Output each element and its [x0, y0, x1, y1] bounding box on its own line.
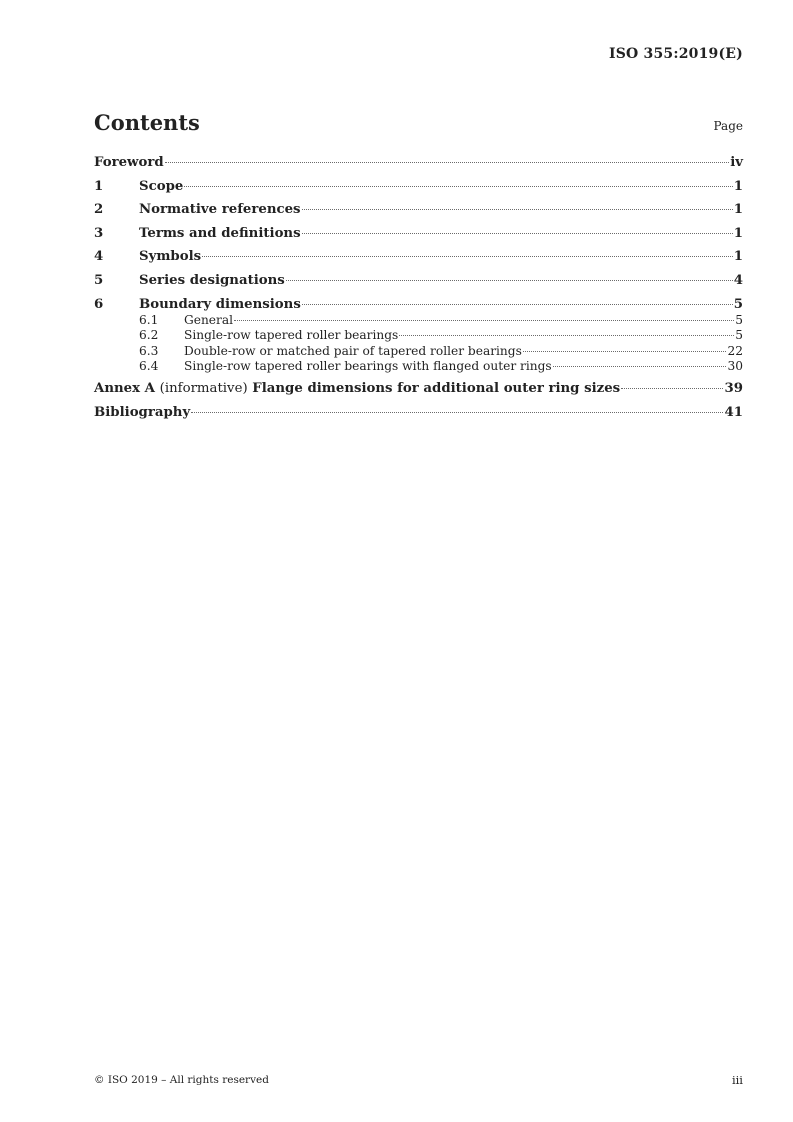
toc-entry-number: 3 [94, 225, 104, 241]
page-number: iii [731, 1073, 743, 1087]
toc-entry-normative-references[interactable] [94, 202, 743, 226]
annex-prefix: Annex A [94, 381, 155, 397]
toc-entry-number: 6.1 [139, 312, 159, 327]
dot-leader [399, 335, 734, 336]
toc-subentry-single-row[interactable] [94, 328, 743, 344]
toc-entry-number: 6.2 [139, 328, 159, 343]
dot-leader [553, 366, 727, 367]
toc-entry-label: Series designations [139, 272, 285, 288]
toc-entry-label [94, 381, 620, 396]
toc-entry-scope[interactable] [94, 179, 743, 203]
toc-entry-number: 2 [94, 202, 104, 218]
table-of-contents [94, 155, 743, 428]
dot-leader [191, 412, 723, 413]
dot-leader [302, 233, 733, 234]
toc-entry-number: 1 [94, 178, 104, 194]
toc-subentry-double-row[interactable] [94, 344, 743, 360]
dot-leader [621, 388, 723, 389]
dot-leader [184, 186, 732, 187]
toc-entry-series-designations[interactable] [94, 273, 743, 297]
dot-leader [234, 320, 734, 321]
toc-entry-number: 6.4 [139, 359, 159, 374]
toc-entry-page: 1 [733, 178, 743, 194]
toc-entry-label: Terms and definitions [139, 225, 301, 241]
toc-entry-label: Boundary dimensions [139, 296, 301, 312]
toc-entry-annex-a[interactable] [94, 381, 743, 405]
page-title: Contents [94, 110, 200, 135]
toc-entry-label: Symbols [139, 249, 202, 265]
toc-entry-label: Single-row tapered roller bearings with flanged outer rings [184, 359, 552, 374]
toc-entry-symbols[interactable] [94, 249, 743, 273]
toc-entry-foreword[interactable] [94, 155, 743, 179]
toc-entry-label: Scope [139, 178, 184, 194]
dot-leader [286, 280, 733, 281]
annex-title: Flange dimensions for additional outer ring sizes [252, 381, 621, 397]
toc-entry-terms-definitions[interactable] [94, 226, 743, 250]
toc-entry-page: 5 [733, 296, 743, 312]
toc-entry-number: 4 [94, 249, 104, 265]
toc-entry-label: Single-row tapered roller bearings [184, 328, 399, 343]
toc-entry-label: Normative references [139, 202, 301, 218]
dot-leader [302, 304, 733, 305]
page-column-label: Page [713, 119, 743, 133]
dot-leader [523, 351, 727, 352]
toc-entry-label: Bibliography [94, 404, 191, 420]
dot-leader [202, 256, 733, 257]
toc-entry-page: 5 [735, 328, 743, 343]
toc-entry-page: 1 [733, 202, 743, 218]
toc-subentry-general[interactable] [94, 313, 743, 329]
toc-entry-page: 5 [735, 312, 743, 327]
toc-entry-number: 5 [94, 272, 104, 288]
toc-subentry-flanged[interactable] [94, 359, 743, 381]
toc-entry-number: 6.3 [139, 343, 159, 358]
toc-entry-page: 30 [727, 359, 743, 374]
toc-entry-boundary-dimensions[interactable] [94, 297, 743, 313]
toc-entry-label: Foreword [94, 155, 164, 170]
toc-entry-bibliography[interactable] [94, 405, 743, 429]
toc-entry-label: Double-row or matched pair of tapered roller bearings [184, 343, 522, 358]
toc-entry-page: 4 [733, 272, 743, 288]
toc-entry-page: iv [730, 155, 743, 170]
toc-entry-page: 41 [724, 404, 743, 420]
toc-entry-label: General [184, 312, 233, 327]
toc-entry-page: 39 [724, 381, 743, 397]
copyright-notice: © ISO 2019 – All rights reserved [94, 1074, 269, 1086]
toc-entry-page: 1 [733, 249, 743, 265]
document-id: ISO 355:2019(E) [608, 46, 743, 62]
contents-heading-row [94, 110, 743, 142]
toc-entry-page: 1 [733, 225, 743, 241]
dot-leader [165, 162, 730, 163]
toc-entry-number: 6 [94, 296, 104, 312]
toc-entry-page: 22 [727, 343, 743, 358]
dot-leader [302, 209, 733, 210]
annex-type: (informative) [159, 381, 248, 397]
